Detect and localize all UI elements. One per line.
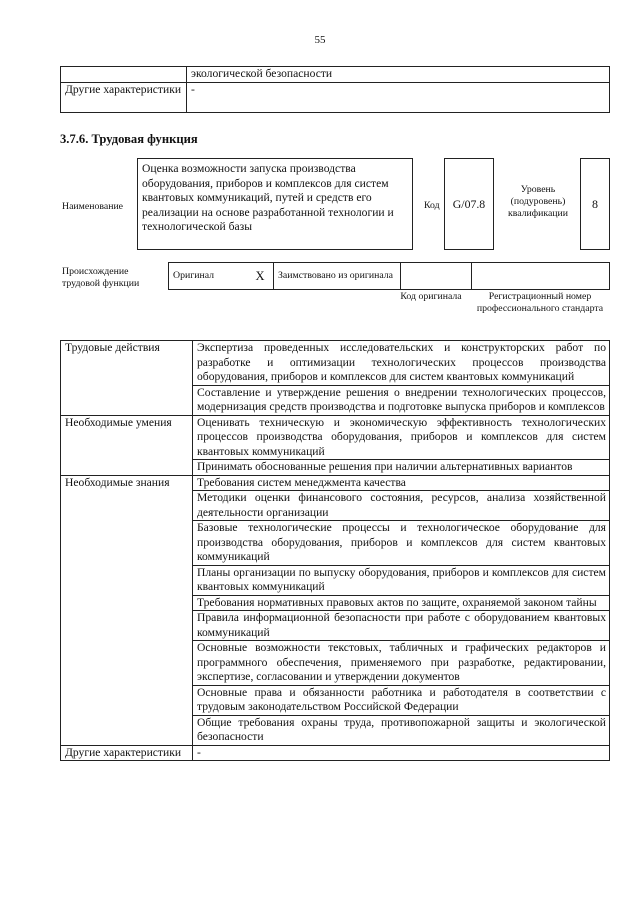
function-name-box: Оценка возможности запуска производства оборудования, приборов и комплексов для систем квантовых коммуникаций, путей и средств его реализации на основе разработанной технологии и технологической базы: [137, 158, 413, 250]
labor-actions-label: Трудовые действия: [61, 341, 193, 416]
qualification-level-value: 8: [580, 158, 610, 250]
table-row: [61, 475, 610, 491]
section-title: 3.7.6. Трудовая функция: [60, 132, 198, 146]
skills-label: Необходимые умения: [61, 415, 193, 475]
table-row: [61, 415, 610, 460]
other-characteristics-value: -: [193, 745, 610, 761]
knowledge-item: Требования нормативных правовых актов по защите, охраняемой законом тайны: [193, 595, 610, 611]
code-label: Код: [424, 200, 440, 211]
knowledge-item: Планы организации по выпуску оборудования, приборов и комплексов для систем квантовых коммуникаций: [193, 565, 610, 595]
knowledge-item: Методики оценки финансового состояния, ресурсов, анализа хозяйственной деятельности организации: [193, 491, 610, 521]
reg-number-cell: [472, 263, 610, 290]
table-row: [169, 263, 610, 290]
continued-table: [60, 66, 610, 113]
qualification-level-label: Уровень (подуровень) квалификации: [507, 184, 569, 219]
knowledge-item: Основные права и обязанности работника и работодателя в соответствии с трудовым законодательством Российской Федерации: [193, 685, 610, 715]
other-characteristics-label: Другие характеристики: [61, 745, 193, 761]
origin-table: [168, 262, 610, 290]
code-original-cell: [401, 263, 472, 290]
code-value: G/07.8: [444, 158, 494, 250]
knowledge-item: Требования систем менеджмента качества: [193, 475, 610, 491]
original-label: Оригинал: [169, 263, 248, 290]
table-row: [61, 745, 610, 761]
other-characteristics-label: Другие характеристики: [61, 82, 187, 112]
empty-label-cell: [61, 67, 187, 83]
table-row: [61, 82, 610, 112]
knowledge-item: Основные возможности текстовых, табличных и графических редакторов и программного обеспечения, применяемого при разработке, редактировании, экспертизе, согласовании и утверждении документов: [193, 641, 610, 686]
knowledge-label: Необходимые знания: [61, 475, 193, 745]
page-number: 55: [314, 34, 326, 46]
name-label: Наименование: [62, 201, 124, 212]
labor-action-item: Составление и утверждение решения о внедрении технологических процессов, модернизация средств производства и подготовке выпуска приборов и комплексов: [193, 385, 610, 415]
origin-label: Происхождение трудовой функции: [62, 266, 140, 289]
borrowed-label: Заимствовано из оригинала: [274, 263, 401, 290]
table-row: [61, 67, 610, 83]
labor-action-item: Экспертиза проведенных исследовательских и конструкторских работ по разработке и оптимизации технологических процессов производства оборудования, приборов и комплексов для систем квантовых коммуникаций: [193, 341, 610, 386]
skill-item: Принимать обоснованные решения при наличии альтернативных вариантов: [193, 460, 610, 476]
skill-item: Оценивать техническую и экономическую эффективность технологических процессов производства оборудования, приборов и комплексов для систем квантовых коммуникаций: [193, 415, 610, 460]
labor-function-table: [60, 340, 610, 761]
code-original-caption: Код оригинала: [400, 291, 462, 302]
continued-text: экологической безопасности: [187, 67, 610, 83]
knowledge-item: Правила информационной безопасности при работе с оборудованием квантовых коммуникаций: [193, 611, 610, 641]
table-row: [61, 341, 610, 386]
knowledge-item: Общие требования охраны труда, противопожарной защиты и экологической безопасности: [193, 715, 610, 745]
knowledge-item: Базовые технологические процессы и технологическое оборудование для производства оборудования, приборов и комплексов для систем квантовых коммуникаций: [193, 521, 610, 566]
other-characteristics-value: -: [187, 82, 610, 112]
reg-number-caption: Регистрационный номер профессионального стандарта: [476, 291, 604, 314]
original-mark: X: [247, 263, 274, 290]
